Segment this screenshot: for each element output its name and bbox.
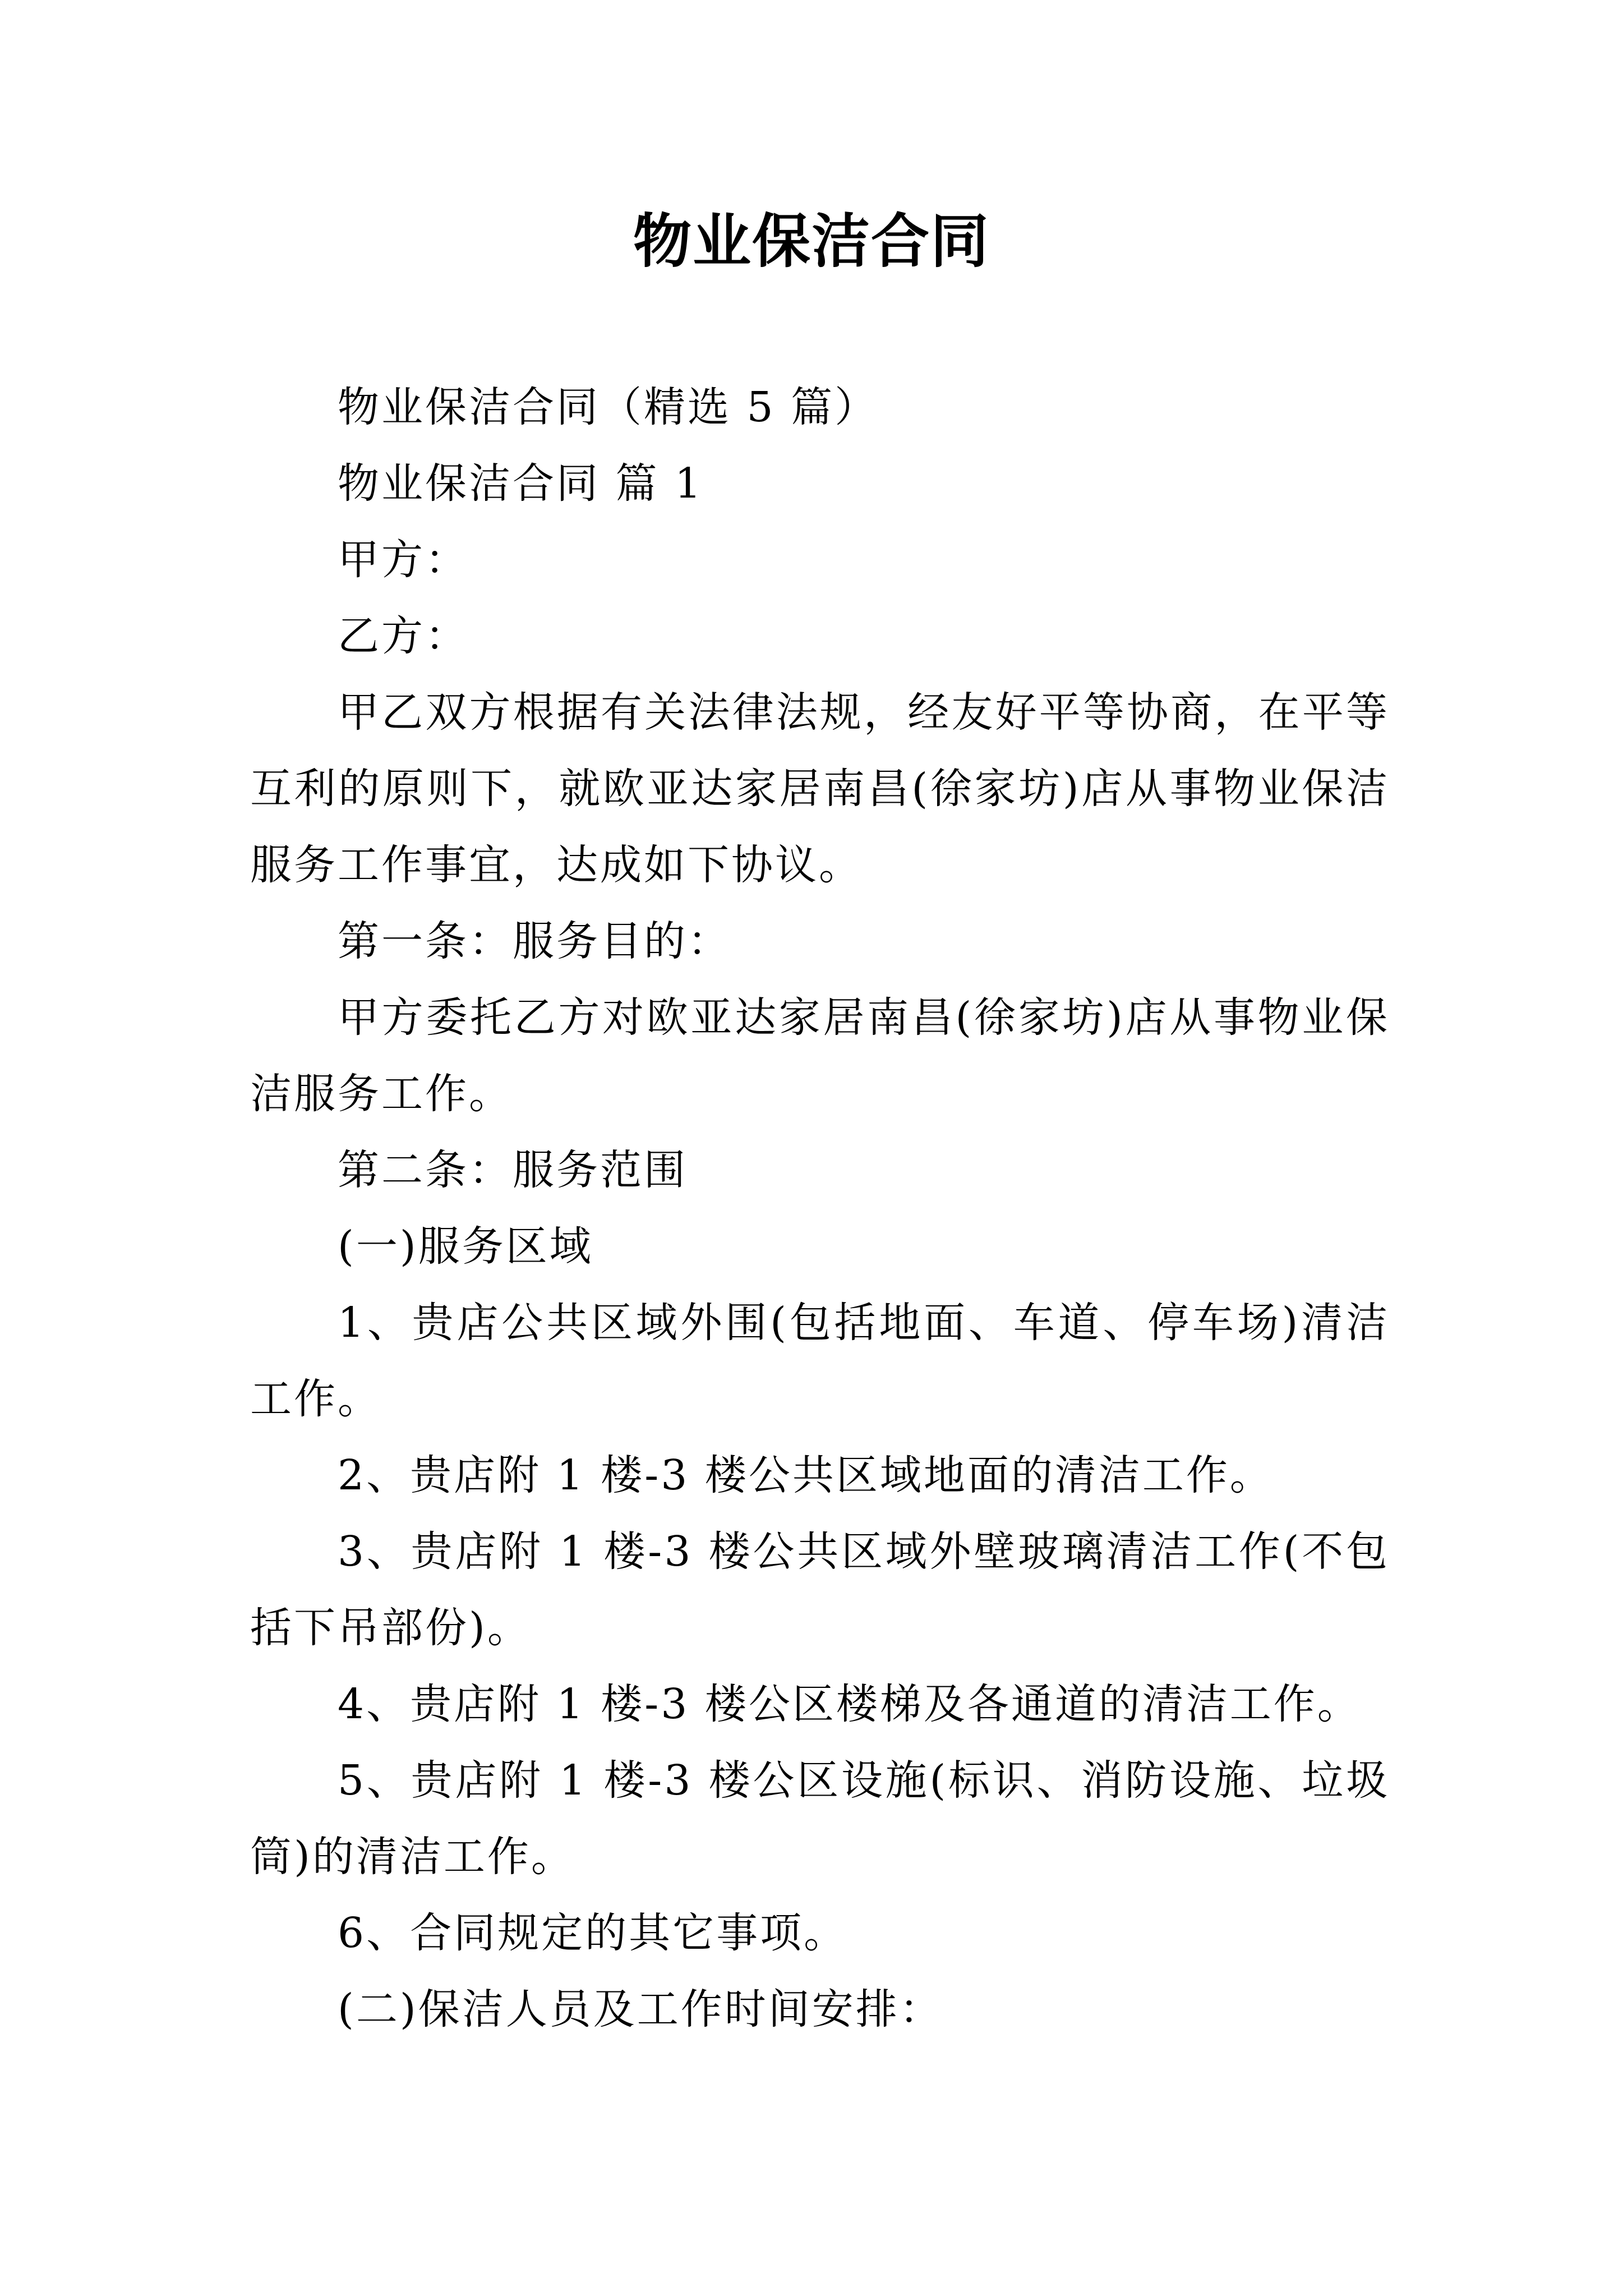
document-title: 物业保洁合同 (633, 206, 990, 275)
list-item: 2、贵店附 1 楼-3 楼公共区域地面的清洁工作。 (338, 1451, 1274, 1499)
list-item: 3、贵店附 1 楼-3 楼公共区域外壁玻璃清洁工作(不包括下吊部份)。 (250, 1527, 1390, 1652)
party-b-line: 乙方： (338, 612, 469, 660)
list-item: 1、贵店公共区域外围(包括地面、车道、停车场)清洁工作。 (250, 1299, 1390, 1423)
staffing-heading: (二)保洁人员及工作时间安排： (338, 1985, 943, 2033)
article-2-heading: 第二条：服务范围 (338, 1146, 688, 1194)
party-a-line: 甲方： (338, 536, 469, 584)
article-1-heading: 第一条：服务目的： (338, 917, 731, 965)
document-body (250, 369, 1390, 2047)
subtitle-paragraph: 物业保洁合同（精选 5 篇） (338, 383, 879, 431)
preamble-paragraph: 甲乙双方根据有关法律法规，经友好平等协商，在平等互利的原则下，就欧亚达家居南昌(徐家坊)店从事物业保洁服务工作事宜，达成如下协议。 (250, 688, 1390, 889)
list-item: 6、合同规定的其它事项。 (338, 1909, 848, 1957)
service-area-heading: (一)服务区域 (338, 1222, 593, 1271)
list-item: 4、贵店附 1 楼-3 楼公区楼梯及各通道的清洁工作。 (338, 1680, 1361, 1728)
section-heading: 物业保洁合同 篇 1 (338, 459, 704, 508)
article-1-text: 甲方委托乙方对欧亚达家居南昌(徐家坊)店从事物业保洁服务工作。 (250, 993, 1390, 1118)
list-item: 5、贵店附 1 楼-3 楼公区设施(标识、消防设施、垃圾筒)的清洁工作。 (250, 1756, 1390, 1881)
